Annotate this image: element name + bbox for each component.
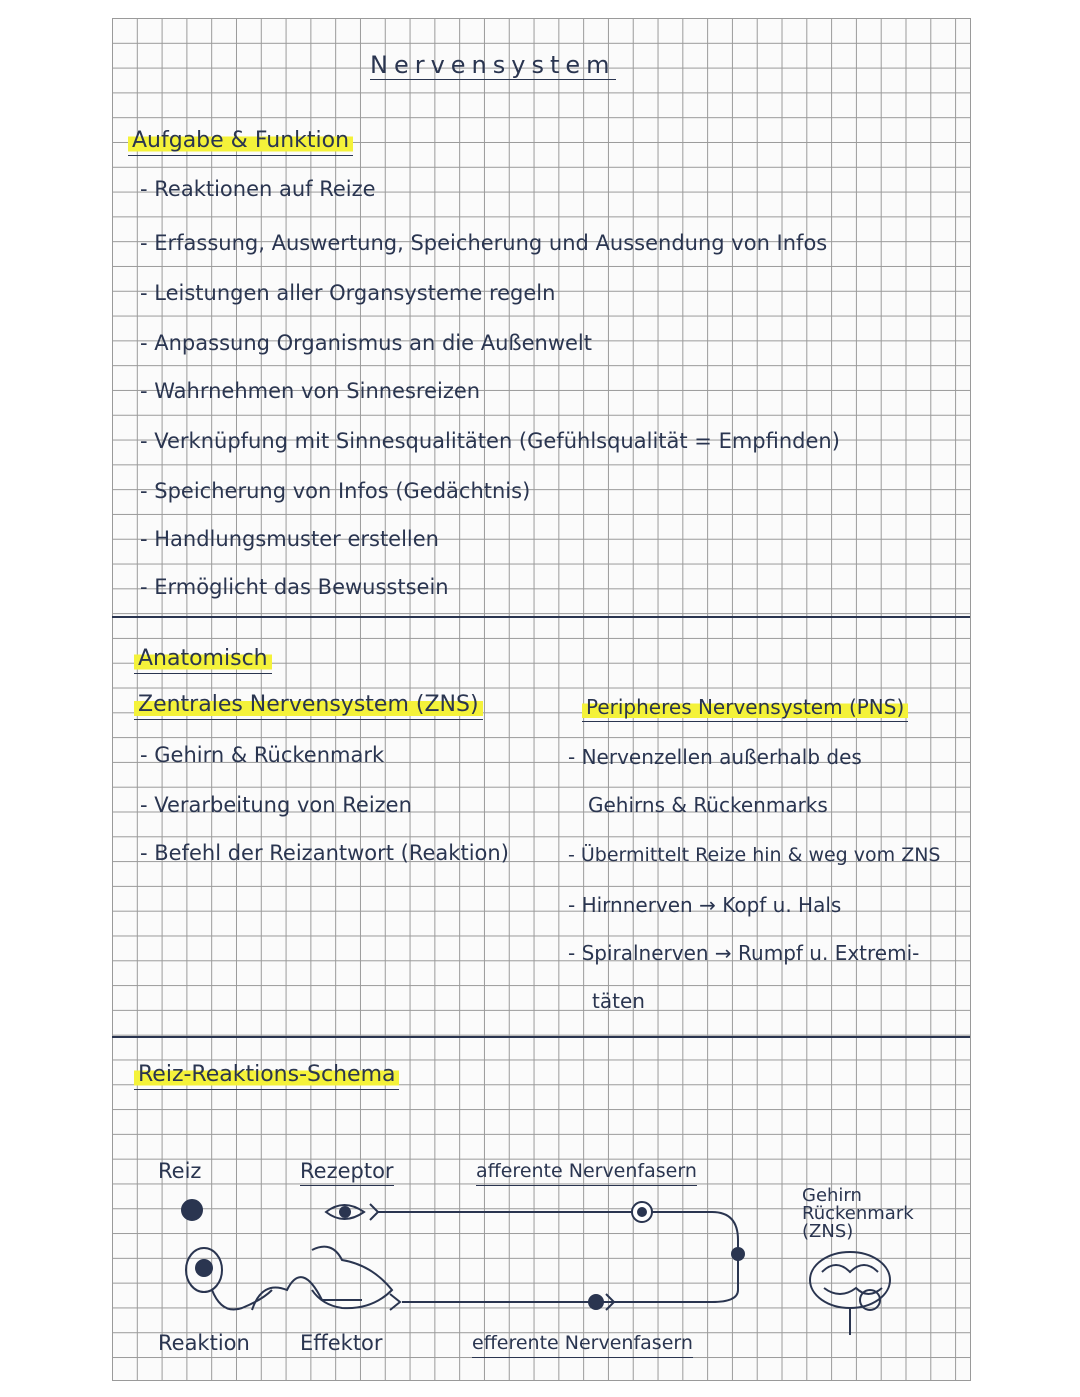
section-divider	[112, 1036, 970, 1038]
zns-heading: Zentrales Nervensystem (ZNS)	[134, 692, 483, 720]
label-effektor: Effektor	[300, 1331, 383, 1355]
label-rezeptor: Rezeptor	[300, 1158, 394, 1186]
page-title: Nervensystem	[370, 51, 616, 79]
list-item: - Wahrnehmen von Sinnesreizen	[140, 379, 481, 403]
section-divider	[112, 616, 970, 618]
afferent-fiber	[378, 1212, 738, 1248]
pns-line: - Hirnnerven → Kopf u. Hals	[568, 893, 842, 917]
list-item: - Reaktionen auf Reize	[140, 177, 376, 201]
pns-line: täten	[592, 989, 645, 1013]
list-item: - Leistungen aller Organsysteme regeln	[140, 281, 556, 305]
label-afferent: afferente Nervenfasern	[476, 1158, 697, 1186]
section-heading-aufgabe: Aufgabe & Funktion	[128, 128, 353, 156]
list-item: - Anpassung Organismus an die Außenwelt	[140, 331, 593, 355]
pns-heading: Peripheres Nervensystem (PNS)	[582, 694, 908, 722]
efferent-cell	[589, 1295, 603, 1309]
pns-line: - Nervenzellen außerhalb des	[568, 745, 862, 769]
label-efferent: efferente Nervenfasern	[472, 1330, 693, 1358]
label-brain: (ZNS)	[802, 1221, 854, 1242]
pns-line: - Übermittelt Reize hin & weg vom ZNS	[568, 844, 941, 866]
brain-icon	[810, 1252, 890, 1308]
efferent-fiber	[402, 1260, 738, 1302]
pns-line: - Spiralnerven → Rumpf u. Extremi-	[568, 941, 920, 965]
list-item: - Erfassung, Auswertung, Speicherung und Aussendung von Infos	[140, 231, 828, 255]
label-brain: Gehirn	[802, 1185, 862, 1206]
list-item: - Speicherung von Infos (Gedächtnis)	[140, 479, 531, 503]
stimulus-dot	[182, 1200, 202, 1220]
label-reiz: Reiz	[158, 1159, 202, 1183]
label-brain: Rückenmark	[802, 1203, 914, 1224]
zns-item: - Verarbeitung von Reizen	[140, 793, 412, 817]
pns-line: Gehirns & Rückenmarks	[588, 793, 828, 817]
list-item: - Ermöglicht das Bewusstsein	[140, 575, 449, 599]
section-heading-anatomisch: Anatomisch	[134, 646, 272, 674]
section-heading-schema: Reiz-Reaktions-Schema	[134, 1062, 399, 1090]
list-item: - Verknüpfung mit Sinnesqualitäten (Gefühlsqualität = Empfinden)	[140, 429, 840, 453]
label-reaktion: Reaktion	[158, 1331, 250, 1355]
reiz-reaktions-diagram	[112, 1140, 970, 1340]
zns-item: - Befehl der Reizantwort (Reaktion)	[140, 841, 509, 865]
zns-item: - Gehirn & Rückenmark	[140, 743, 385, 767]
list-item: - Handlungsmuster erstellen	[140, 527, 439, 551]
